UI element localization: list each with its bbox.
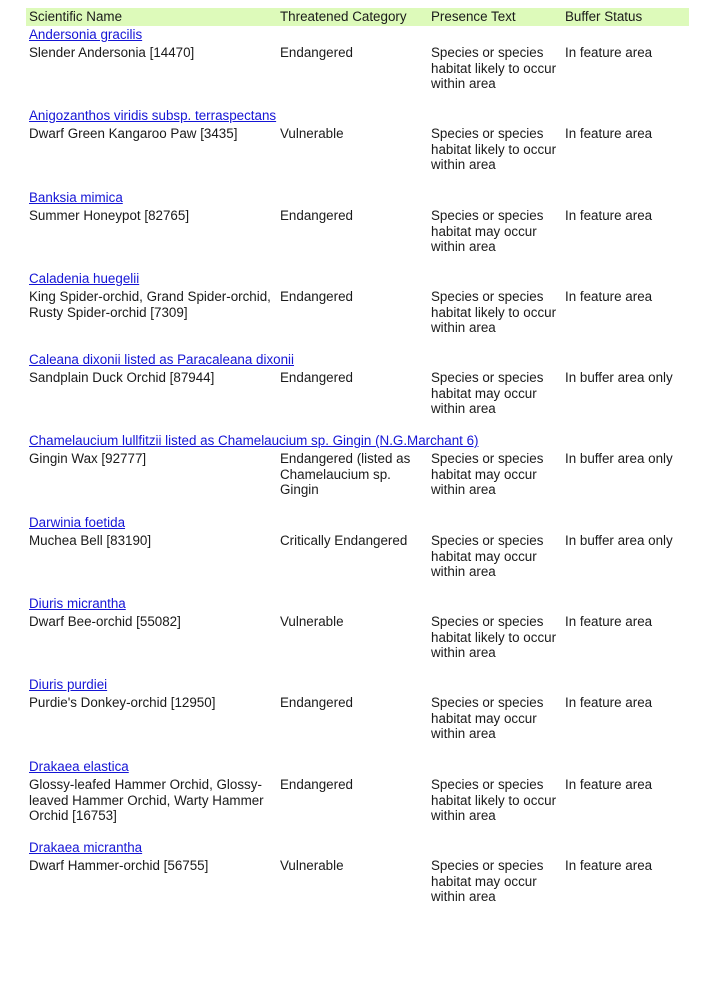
buffer-status: In feature area: [565, 858, 653, 873]
buffer-status: In buffer area only: [565, 370, 673, 385]
threatened-category: Endangered (listed as Chamelaucium sp. Gingin: [280, 451, 411, 498]
header-scientific-name: Scientific Name: [29, 9, 123, 24]
species-record: [0, 759, 705, 839]
species-record: [0, 433, 705, 513]
presence-text: Species or species habitat likely to occur within area: [431, 777, 557, 824]
buffer-status: In feature area: [565, 777, 653, 792]
scientific-name-link[interactable]: Diuris purdiei: [29, 677, 108, 692]
buffer-status: In feature area: [565, 208, 653, 223]
threatened-category: Endangered: [280, 208, 353, 223]
common-name: King Spider-orchid, Grand Spider-orchid, Rusty Spider-orchid [7309]: [29, 289, 271, 320]
common-name: Muchea Bell [83190]: [29, 533, 152, 548]
species-record: [0, 190, 705, 270]
header-buffer-status: Buffer Status: [565, 9, 643, 24]
buffer-status: In buffer area only: [565, 451, 673, 466]
species-record: [0, 352, 705, 432]
threatened-category: Endangered: [280, 289, 353, 304]
presence-text: Species or species habitat may occur within area: [431, 370, 544, 417]
presence-text: Species or species habitat likely to occur within area: [431, 126, 557, 173]
presence-text: Species or species habitat likely to occur within area: [431, 289, 557, 336]
scientific-name-link[interactable]: Chamelaucium lullfitzii listed as Chamelaucium sp. Gingin (N.G.Marchant 6): [29, 433, 479, 448]
species-record: [0, 515, 705, 595]
threatened-category: Endangered: [280, 777, 353, 792]
common-name: Dwarf Bee-orchid [55082]: [29, 614, 181, 629]
scientific-name-link[interactable]: Caleana dixonii listed as Paracaleana dixonii: [29, 352, 295, 367]
presence-text: Species or species habitat may occur within area: [431, 858, 544, 905]
scientific-name-link[interactable]: Darwinia foetida: [29, 515, 126, 530]
common-name: Slender Andersonia [14470]: [29, 45, 195, 60]
buffer-status: In feature area: [565, 126, 653, 141]
threatened-category: Vulnerable: [280, 126, 344, 141]
threatened-category: Vulnerable: [280, 858, 344, 873]
species-record: [0, 840, 705, 920]
species-record: [0, 596, 705, 676]
threatened-category: Critically Endangered: [280, 533, 408, 548]
scientific-name-link[interactable]: Caladenia huegelii: [29, 271, 140, 286]
common-name: Purdie's Donkey-orchid [12950]: [29, 695, 216, 710]
scientific-name-link[interactable]: Banksia mimica: [29, 190, 123, 205]
threatened-category: Endangered: [280, 695, 353, 710]
species-record: [0, 108, 705, 188]
buffer-status: In feature area: [565, 614, 653, 629]
scientific-name-link[interactable]: Drakaea micrantha: [29, 840, 143, 855]
species-record: [0, 27, 705, 107]
presence-text: Species or species habitat likely to occur within area: [431, 614, 557, 661]
scientific-name-link[interactable]: Drakaea elastica: [29, 759, 129, 774]
buffer-status: In feature area: [565, 45, 653, 60]
header-threatened-category: Threatened Category: [280, 9, 407, 24]
header-presence-text: Presence Text: [431, 9, 516, 24]
common-name: Glossy-leafed Hammer Orchid, Glossy-leaved Hammer Orchid, Warty Hammer Orchid [16753]: [29, 777, 264, 824]
buffer-status: In feature area: [565, 289, 653, 304]
common-name: Dwarf Green Kangaroo Paw [3435]: [29, 126, 238, 141]
species-record: [0, 677, 705, 757]
buffer-status: In buffer area only: [565, 533, 673, 548]
common-name: Dwarf Hammer-orchid [56755]: [29, 858, 209, 873]
scientific-name-link[interactable]: Anigozanthos viridis subsp. terraspectans: [29, 108, 277, 123]
presence-text: Species or species habitat may occur within area: [431, 208, 544, 255]
common-name: Summer Honeypot [82765]: [29, 208, 190, 223]
threatened-category: Endangered: [280, 45, 353, 60]
table-header: [26, 8, 689, 26]
common-name: Gingin Wax [92777]: [29, 451, 147, 466]
presence-text: Species or species habitat may occur within area: [431, 695, 544, 742]
presence-text: Species or species habitat likely to occur within area: [431, 45, 557, 92]
presence-text: Species or species habitat may occur within area: [431, 451, 544, 498]
threatened-category: Endangered: [280, 370, 353, 385]
species-record: [0, 271, 705, 351]
common-name: Sandplain Duck Orchid [87944]: [29, 370, 215, 385]
scientific-name-link[interactable]: Diuris micrantha: [29, 596, 126, 611]
presence-text: Species or species habitat may occur within area: [431, 533, 544, 580]
threatened-category: Vulnerable: [280, 614, 344, 629]
scientific-name-link[interactable]: Andersonia gracilis: [29, 27, 143, 42]
buffer-status: In feature area: [565, 695, 653, 710]
